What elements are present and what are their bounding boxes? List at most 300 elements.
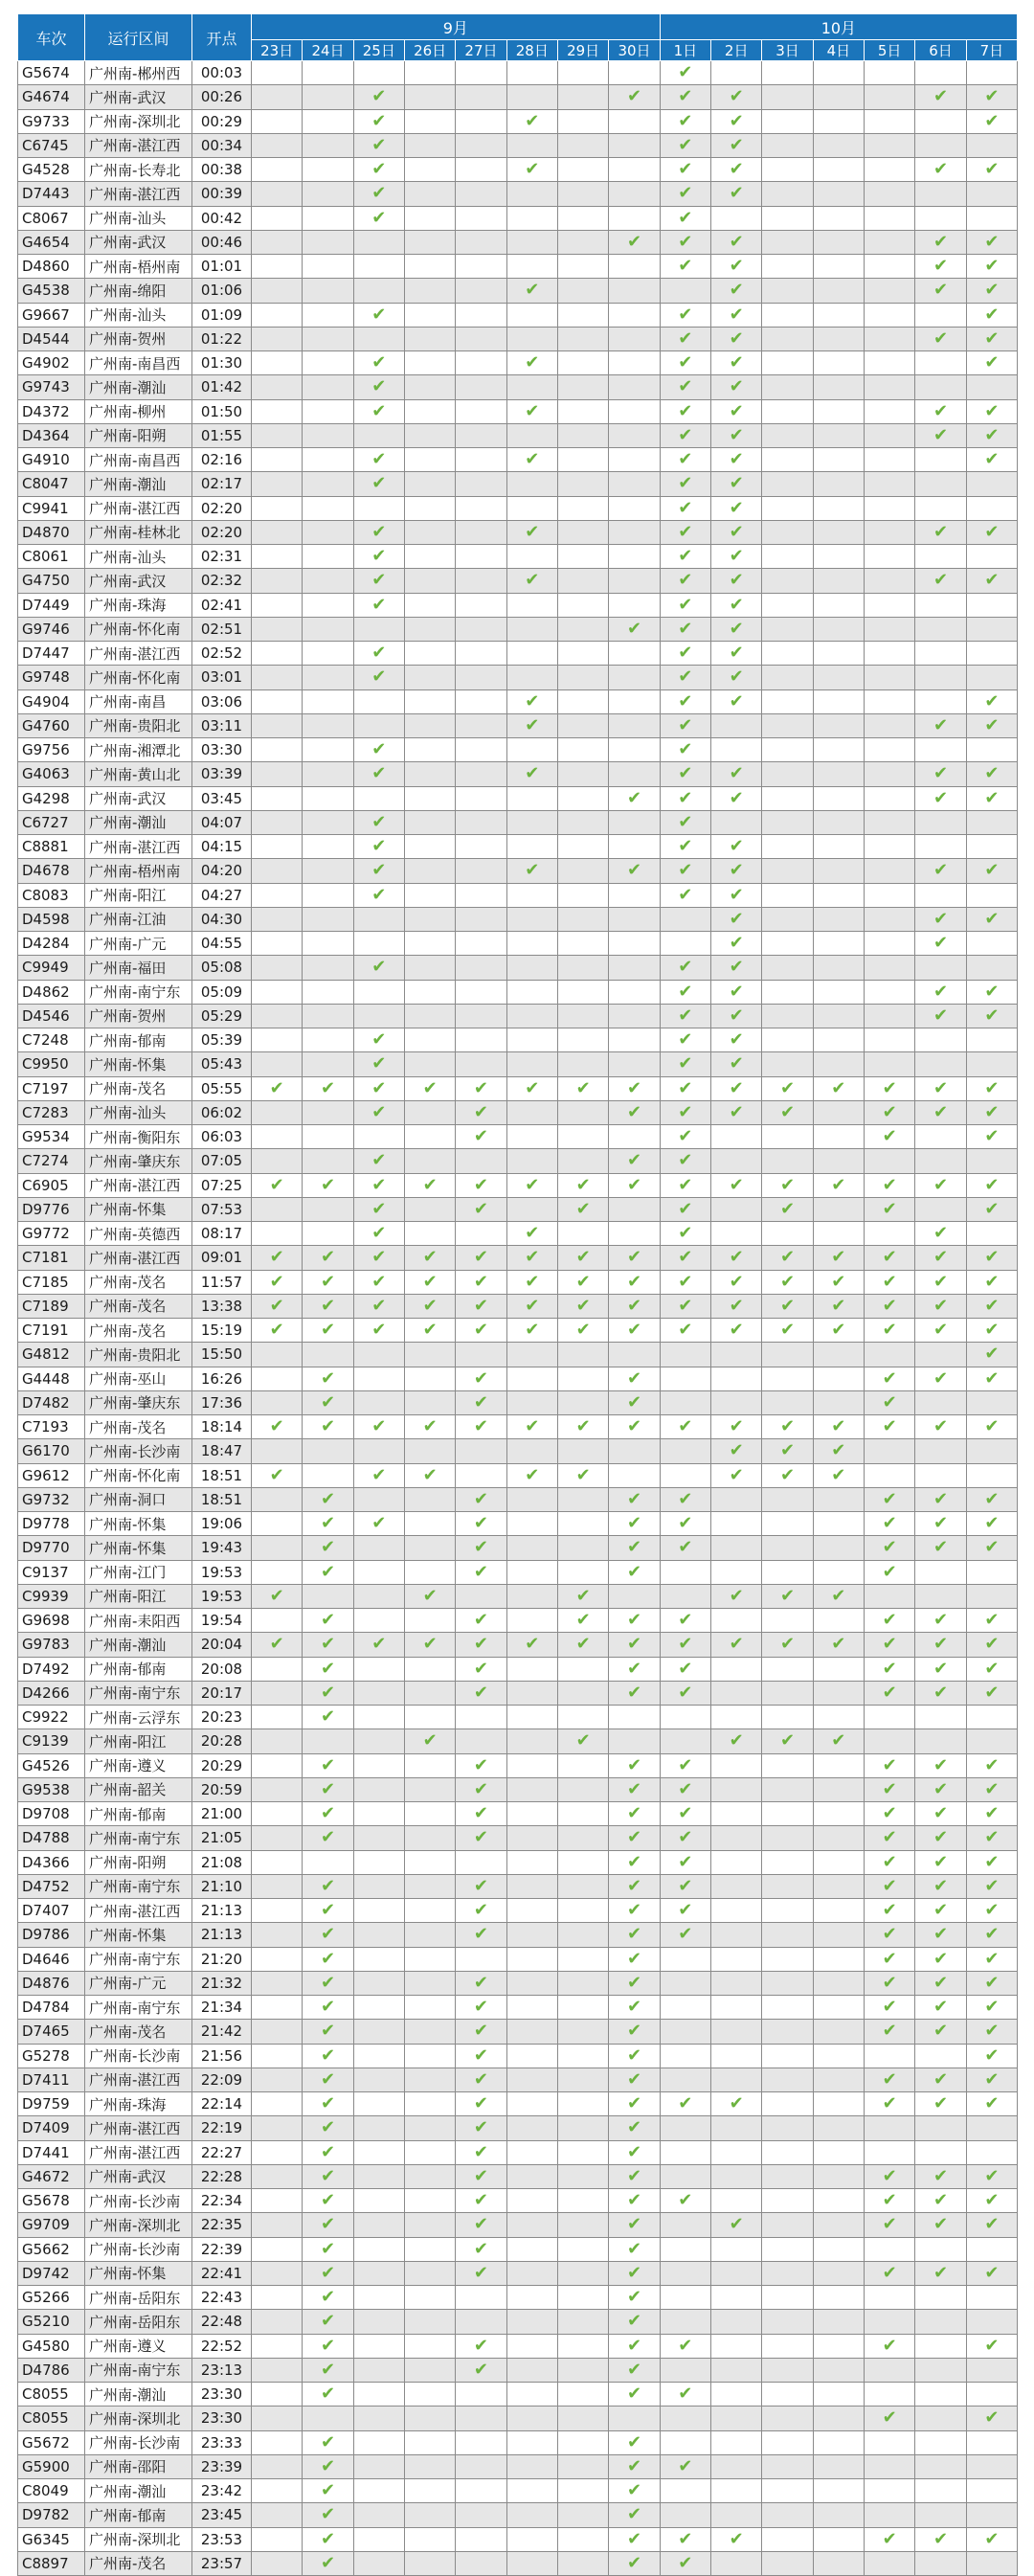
checkmark-icon: ✔ [984,2165,1000,2186]
day-cell [404,1923,455,1947]
day-cell [762,1463,813,1487]
checkmark-icon: ✔ [933,570,949,591]
day-cell [252,1899,303,1923]
checkmark-icon: ✔ [626,1561,642,1582]
day-cell [915,2213,966,2237]
day-cell [557,351,608,375]
checkmark-icon: ✔ [678,1537,693,1558]
day-cell [303,762,353,786]
day-cell [557,303,608,327]
checkmark-icon: ✔ [984,110,1000,131]
day-cell [609,545,660,569]
day-cell [456,1367,506,1390]
checkmark-icon: ✔ [729,2528,744,2549]
day-cell [660,448,710,472]
checkmark-icon: ✔ [729,376,744,397]
checkmark-icon: ✔ [678,884,693,905]
checkmark-icon: ✔ [984,1101,1000,1122]
checkmark-icon: ✔ [473,1778,489,1799]
route: 广州南-岳阳东 [85,2310,192,2334]
checkmark-icon: ✔ [729,1634,744,1655]
table-row [18,1100,1018,1124]
day-cell [557,327,608,350]
checkmark-icon: ✔ [984,1537,1000,1558]
table-row [18,2140,1018,2164]
day-cell [813,786,864,810]
route: 广州南-长沙南 [85,1439,192,1463]
day-cell [813,2430,864,2454]
day-cell [353,375,404,399]
day-cell [353,1657,404,1681]
day-cell [966,593,1017,617]
day-cell [456,1584,506,1608]
day-cell [252,2261,303,2285]
table-row [18,980,1018,1004]
train-number: C8049 [18,2479,85,2503]
checkmark-icon: ✔ [371,594,387,615]
day-cell [711,2527,762,2551]
checkmark-icon: ✔ [626,231,642,252]
day-cell [865,423,915,447]
day-cell [865,738,915,762]
day-cell [557,786,608,810]
day-cell [353,883,404,907]
day-cell [506,1246,557,1270]
checkmark-icon: ✔ [933,280,949,301]
checkmark-icon: ✔ [422,1416,438,1437]
day-cell [353,2020,404,2044]
day-cell [506,738,557,762]
header-day: 26日 [404,40,455,61]
day-cell [353,1753,404,1777]
checkmark-icon: ✔ [626,1416,642,1437]
departure-time: 03:11 [192,713,252,737]
checkmark-icon: ✔ [525,1223,540,1244]
day-cell [660,2503,710,2527]
day-cell [609,1028,660,1052]
day-cell [456,2261,506,2285]
day-cell [303,689,353,713]
day-cell [609,2358,660,2382]
day-cell [762,1319,813,1343]
day-cell [762,810,813,834]
day-cell [303,1463,353,1487]
route: 广州南-长沙南 [85,2430,192,2454]
day-cell [506,2551,557,2575]
train-number: G4448 [18,1367,85,1390]
day-cell [609,738,660,762]
checkmark-icon: ✔ [575,1198,591,1219]
checkmark-icon: ✔ [269,1295,284,1316]
day-cell [404,1222,455,1246]
checkmark-icon: ✔ [984,1658,1000,1679]
day-cell [557,1246,608,1270]
checkmark-icon: ✔ [320,2311,336,2332]
day-cell [660,1076,710,1100]
checkmark-icon: ✔ [575,1295,591,1316]
day-cell [915,1633,966,1657]
checkmark-icon: ✔ [371,159,387,180]
checkmark-icon: ✔ [933,328,949,349]
day-cell [762,1512,813,1536]
day-cell [762,399,813,423]
table-row [18,1560,1018,1584]
day-cell [660,496,710,520]
day-cell [966,617,1017,641]
train-number: D9786 [18,1923,85,1947]
day-cell [966,472,1017,496]
day-cell [762,2140,813,2164]
train-number: D7447 [18,642,85,666]
checkmark-icon: ✔ [933,2068,949,2090]
day-cell [609,569,660,593]
day-cell [660,520,710,544]
day-cell [404,1777,455,1801]
day-cell [609,1100,660,1124]
day-cell [813,1657,864,1681]
day-cell [506,1100,557,1124]
departure-time: 01:22 [192,327,252,350]
day-cell [303,1052,353,1076]
table-row [18,1052,1018,1076]
checkmark-icon: ✔ [729,1320,744,1341]
day-cell [557,907,608,931]
day-cell [609,1173,660,1197]
departure-time: 22:09 [192,2068,252,2091]
day-cell [252,1294,303,1318]
checkmark-icon: ✔ [473,1682,489,1703]
checkmark-icon: ✔ [933,1416,949,1437]
day-cell [404,593,455,617]
day-cell [456,1415,506,1439]
day-cell [353,738,404,762]
checkmark-icon: ✔ [984,1198,1000,1219]
day-cell [660,1390,710,1414]
checkmark-icon: ✔ [473,2117,489,2138]
checkmark-icon: ✔ [779,1077,796,1098]
checkmark-icon: ✔ [831,1247,846,1268]
day-cell [865,569,915,593]
day-cell [865,1947,915,1971]
checkmark-icon: ✔ [269,1077,284,1098]
checkmark-icon: ✔ [320,1077,336,1098]
day-cell [252,2527,303,2551]
checkmark-icon: ✔ [525,400,540,421]
checkmark-icon: ✔ [473,2021,489,2042]
day-cell [609,713,660,737]
checkmark-icon: ✔ [933,714,949,735]
day-cell [762,2237,813,2261]
day-cell [353,1100,404,1124]
day-cell [506,835,557,859]
day-cell [762,1633,813,1657]
day-cell [303,617,353,641]
checkmark-icon: ✔ [984,787,1000,808]
day-cell [353,2454,404,2478]
checkmark-icon: ✔ [882,2262,897,2283]
table-row [18,738,1018,762]
checkmark-icon: ✔ [320,2552,336,2573]
day-cell [506,1826,557,1850]
day-cell [609,1390,660,1414]
day-cell [711,545,762,569]
day-cell [557,133,608,157]
day-cell [915,279,966,303]
day-cell [252,617,303,641]
day-cell [557,2140,608,2164]
route: 广州南-茂名 [85,1270,192,1294]
checkmark-icon: ✔ [473,1271,489,1292]
checkmark-icon: ✔ [729,1005,744,1026]
day-cell [456,810,506,834]
day-cell [353,303,404,327]
train-number: D7449 [18,593,85,617]
day-cell [711,1197,762,1221]
day-cell [660,980,710,1004]
checkmark-icon: ✔ [984,352,1000,373]
day-cell [762,1802,813,1826]
day-cell [711,303,762,327]
day-cell [711,85,762,109]
day-cell [762,206,813,230]
day-cell [966,520,1017,544]
day-cell [711,1343,762,1367]
checkmark-icon: ✔ [525,1416,540,1437]
checkmark-icon: ✔ [933,1803,949,1824]
route: 广州南-武汉 [85,786,192,810]
day-cell [966,2430,1017,2454]
day-cell [353,1343,404,1367]
day-cell [404,1197,455,1221]
table-row [18,351,1018,375]
checkmark-icon: ✔ [525,1247,540,1268]
day-cell [865,2261,915,2285]
day-cell [711,2068,762,2091]
day-cell [762,85,813,109]
day-cell [456,666,506,689]
day-cell [404,1487,455,1511]
day-cell [404,109,455,133]
table-row [18,2116,1018,2140]
day-cell [660,907,710,931]
day-cell [762,327,813,350]
checkmark-icon: ✔ [933,1488,949,1509]
train-number: D9759 [18,2092,85,2116]
table-row [18,2068,1018,2091]
day-cell [762,1971,813,1995]
day-cell [915,109,966,133]
day-cell [456,883,506,907]
day-cell [609,786,660,810]
route: 广州南-南宁东 [85,980,192,1004]
train-number: D7482 [18,1390,85,1414]
checkmark-icon: ✔ [371,352,387,373]
checkmark-icon: ✔ [678,714,693,735]
table-row [18,1874,1018,1898]
day-cell [915,1657,966,1681]
day-cell [456,2068,506,2091]
day-cell [303,2189,353,2213]
checkmark-icon: ✔ [933,1658,949,1679]
day-cell [865,1971,915,1995]
checkmark-icon: ✔ [525,714,540,735]
day-cell [609,1874,660,1898]
table-row [18,255,1018,279]
train-number: D7409 [18,2116,85,2140]
day-cell [865,1584,915,1608]
day-cell [353,1777,404,1801]
day-cell [762,2286,813,2310]
day-cell [915,617,966,641]
day-cell [456,2286,506,2310]
day-cell [660,255,710,279]
day-cell [557,2503,608,2527]
departure-time: 21:05 [192,1826,252,1850]
day-cell [813,1850,864,1874]
day-cell [711,1076,762,1100]
day-cell [456,2189,506,2213]
day-cell [813,1996,864,2020]
day-cell [966,1560,1017,1584]
departure-time: 02:20 [192,520,252,544]
day-cell [506,2407,557,2430]
day-cell [252,738,303,762]
day-cell [915,1076,966,1100]
day-cell [966,1390,1017,1414]
day-cell [609,1971,660,1995]
checkmark-icon: ✔ [422,1730,438,1751]
table-row [18,158,1018,182]
day-cell [557,593,608,617]
checkmark-icon: ✔ [320,1537,336,1558]
day-cell [865,1729,915,1753]
day-cell [353,1319,404,1343]
checkmark-icon: ✔ [678,1634,693,1655]
day-cell [353,593,404,617]
day-cell [506,279,557,303]
checkmark-icon: ✔ [320,1778,336,1799]
departure-time: 04:07 [192,810,252,834]
route: 广州南-深圳北 [85,109,192,133]
day-cell [966,2310,1017,2334]
departure-time: 15:50 [192,1343,252,1367]
day-cell [711,2237,762,2261]
departure-time: 23:57 [192,2551,252,2575]
checkmark-icon: ✔ [678,1198,693,1219]
day-cell [506,109,557,133]
day-cell [966,109,1017,133]
day-cell [252,2213,303,2237]
day-cell [252,520,303,544]
day-cell [966,2261,1017,2285]
day-cell [303,2358,353,2382]
checkmark-icon: ✔ [575,1174,591,1195]
day-cell [762,1294,813,1318]
day-cell [404,2479,455,2503]
day-cell [609,496,660,520]
route: 广州南-深圳北 [85,2213,192,2237]
day-cell [813,2116,864,2140]
day-cell [353,907,404,931]
day-cell [915,1584,966,1608]
day-cell [456,835,506,859]
train-number: G9534 [18,1125,85,1149]
checkmark-icon: ✔ [882,1537,897,1558]
day-cell [353,1487,404,1511]
day-cell [966,642,1017,666]
train-number: D4646 [18,1947,85,1971]
day-cell [813,593,864,617]
route: 广州南-潮汕 [85,2479,192,2503]
checkmark-icon: ✔ [933,1101,949,1122]
day-cell [456,327,506,350]
checkmark-icon: ✔ [984,570,1000,591]
day-cell [252,1729,303,1753]
day-cell [865,1390,915,1414]
checkmark-icon: ✔ [626,1827,642,1848]
route: 广州南-汕头 [85,545,192,569]
checkmark-icon: ✔ [984,1005,1000,1026]
day-cell [252,593,303,617]
checkmark-icon: ✔ [678,110,693,131]
day-cell [557,399,608,423]
table-row [18,642,1018,666]
day-cell [711,2479,762,2503]
checkmark-icon: ✔ [882,2068,897,2090]
checkmark-icon: ✔ [933,1295,949,1316]
day-cell [915,2334,966,2358]
day-cell [711,61,762,85]
day-cell [353,859,404,883]
day-cell [711,1681,762,1705]
day-cell [252,1996,303,2020]
checkmark-icon: ✔ [779,1198,796,1219]
day-cell [456,1874,506,1898]
day-cell [456,738,506,762]
day-cell [609,2213,660,2237]
departure-time: 11:57 [192,1270,252,1294]
day-cell [609,2551,660,2575]
day-cell [915,2116,966,2140]
day-cell [865,1415,915,1439]
checkmark-icon: ✔ [525,1634,540,1655]
day-cell [813,1173,864,1197]
day-cell [865,399,915,423]
day-cell [865,1439,915,1463]
departure-time: 23:45 [192,2503,252,2527]
day-cell [557,1125,608,1149]
checkmark-icon: ✔ [678,2190,693,2211]
day-cell [404,1996,455,2020]
day-cell [609,666,660,689]
day-cell [813,1439,864,1463]
checkmark-icon: ✔ [729,2214,744,2235]
day-cell [404,2237,455,2261]
day-cell [506,520,557,544]
table-row [18,399,1018,423]
day-cell [353,1874,404,1898]
checkmark-icon: ✔ [984,2335,1000,2356]
day-cell [353,1729,404,1753]
day-cell [506,2310,557,2334]
day-cell [557,2454,608,2478]
day-cell [557,496,608,520]
day-cell [762,1826,813,1850]
day-cell [966,206,1017,230]
day-cell [557,1004,608,1028]
day-cell [404,1439,455,1463]
checkmark-icon: ✔ [729,981,744,1002]
